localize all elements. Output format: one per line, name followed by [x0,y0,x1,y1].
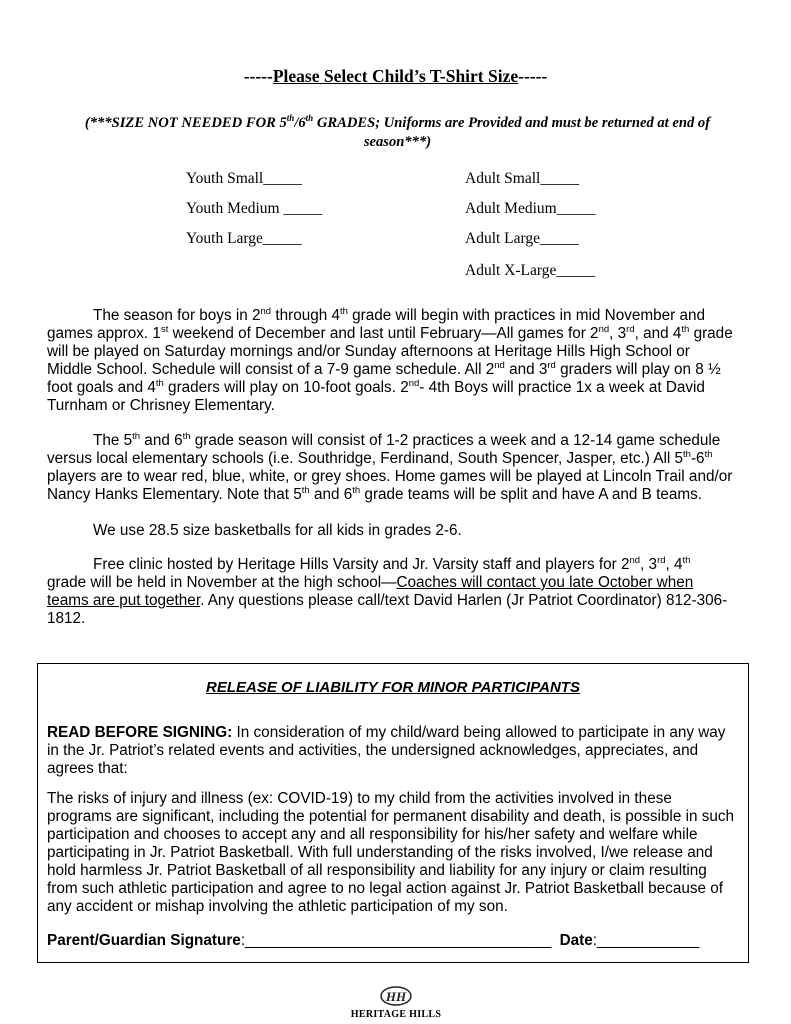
size-option-adult-medium[interactable]: Adult Medium_____ [465,200,596,217]
season-5th-6th-paragraph: The 5th and 6th grade season will consist of 1-2 practices a week and a 12-14 game schedule versus local elementary schools (i.e. Southridge, Ferdinand, South Spencer, Jasper, etc.) All 5th-6th players are to wear red, blue, white, or grey shoes. Home games will be played at Lincoln Trail and/or Nancy Hanks Elementary. Note that 5th and 6th grade teams will be split and have A and B teams. [47,430,733,503]
size-option-youth-large[interactable]: Youth Large_____ [186,230,302,247]
hh-monogram-icon [337,983,455,1009]
release-of-liability-box [37,663,749,963]
size-note: (***SIZE NOT NEEDED FOR 5th/6th GRADES; Uniforms are Provided and must be returned at end of season***) [84,113,711,150]
logo-name: HERITAGE HILLS [350,1009,442,1020]
season-boys-paragraph: The season for boys in 2nd through 4th grade will begin with practices in mid November and games approx. 1st weekend of December and last until February—All games for 2nd, 3rd, and 4th grade will be played on Saturday mornings and/or Sunday afternoons at Heritage Hills High School or Middle School. Schedule will consist of a 7-9 game schedule. All 2nd and 3rd graders will play on 8 ½ foot goals and 4th graders will play on 10-foot goals. 2nd- 4th Boys will practice 1x a week at David Turnham or Chrisney Elementary. [47,305,733,414]
size-option-adult-large[interactable]: Adult Large_____ [465,230,579,247]
signature-field[interactable]: :____________________________________ [240,932,552,949]
release-title: RELEASE OF LIABILITY FOR MINOR PARTICIPANTS [206,679,580,696]
title-dashes-right: ----- [518,66,548,86]
heritage-hills-logo [337,983,455,1024]
tshirt-size-title [0,66,791,87]
signature-row [47,932,699,950]
basketball-size-paragraph: We use 28.5 size basketballs for all kids in grades 2-6. [93,522,462,539]
size-option-adult-small[interactable]: Adult Small_____ [465,170,580,187]
free-clinic-paragraph: Free clinic hosted by Heritage Hills Varsity and Jr. Varsity staff and players for 2nd, 3rd, 4th grade will be held in November at the high school—Coaches will contact you late October when teams are put together. Any questions please call/text David Harlen (Jr Patriot Coordinator) 812-306- 1812. [47,554,728,627]
title-text: Please Select Child’s T-Shirt Size [272,66,519,86]
size-option-adult-xlarge[interactable]: Adult X-Large_____ [465,262,596,279]
size-option-youth-medium[interactable]: Youth Medium _____ [186,200,323,217]
date-field[interactable]: :____________ [592,932,700,949]
size-option-youth-small[interactable]: Youth Small_____ [186,170,302,187]
svg-text:HH: HH [385,989,407,1004]
read-before-signing-paragraph: READ BEFORE SIGNING: In consideration of my child/ward being allowed to participate in any way in the Jr. Patriot’s related events and activities, the undersigned acknowledges, appreciates, and agrees that: [47,724,726,777]
date-label: Date [559,932,593,949]
title-dashes-left: ----- [243,66,273,86]
signature-label: Parent/Guardian Signature [47,932,241,949]
risks-paragraph: The risks of injury and illness (ex: COVID-19) to my child from the activities involved in these programs are significant, including the potential for permanent disability and death, is possible in such participation and chooses to accept any and all responsibility for his/her safety and welfare while participating in Jr. Patriot Basketball. With full understanding of the risks involved, I/we release and hold harmless Jr. Patriot Basketball of all responsibility and liability for any injury or claim resulting from such athletic participation and agree to no legal action against Jr. Patriot Basketball because of any accident or mishap involving the athletic participation of my son. [47,790,735,915]
